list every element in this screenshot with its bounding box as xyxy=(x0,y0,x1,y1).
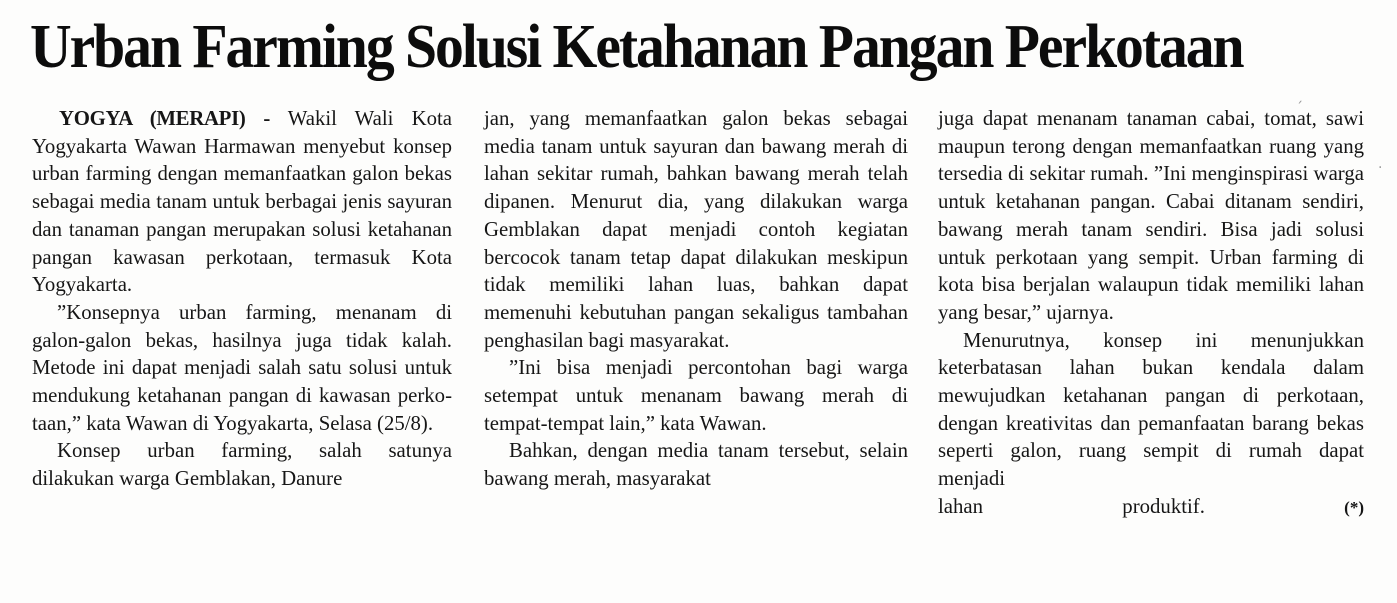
article-column-3 xyxy=(938,105,1364,522)
closing-line xyxy=(938,493,1364,522)
paragraph-text: Wakil Wali Kota Yogyakarta Wawan Harmawan menyebut konsep urban farming dengan memanfaatkan galon bekas sebagai media tanam untuk berbagai jenis sayuran dan tanaman pangan merupakan solusi ketahanan pangan kawasan perkotaan, termasuk Kota Yogyakarta. xyxy=(32,107,452,297)
headline: Urban Farming Solusi Ketahanan Pangan Perkotaan xyxy=(30,13,1243,81)
end-mark: (*) xyxy=(1344,497,1364,517)
paragraph: ”Ini bisa menjadi percontohan bagi warga setempat untuk menanam bawang merah di tempat-tempat lain,” kata Wawan. xyxy=(484,356,908,435)
paragraph: ”Konsepnya urban farming, menanam di galon-galon bekas, hasilnya juga tidak kalah. Metode ini dapat menjadi salah satu solusi untuk mendukung ketahanan pangan di kawasan perkotaan,” kata Wawan di Yogyakarta, Selasa (25/8). xyxy=(32,300,452,435)
article-column-2 xyxy=(484,105,908,493)
paragraph: juga dapat menanam tanaman cabai, tomat, sawi maupun terong dengan memanfaatkan ruang yang tersedia di sekitar rumah. ”Ini menginspirasi warga untuk ketahanan pangan. Cabai ditanam sendiri, bawang merah tanam sendiri. Bisa jadi solusi untuk perkotaan yang sempit. Urban farming di kota bisa berjalan walaupun tidak memiliki lahan yang besar,” ujarnya. xyxy=(938,107,1364,324)
article-column-1 xyxy=(32,105,452,493)
paragraph: jan, yang memanfaatkan galon bekas sebagai media tanam untuk sayuran dan bawang merah di lahan sekitar rumah, bahkan bawang merah telah dipanen. Menurut dia, yang dilakukan warga Gemblakan dapat menjadi contoh kegiatan bercocok tanam tetap dapat dilakukan meskipun tidak memiliki lahan luas, bahkan dapat memenuhi kebutuhan pangan sekaligus tambahan penghasilan bagi masyarakat. xyxy=(484,107,908,352)
closing-text: lahan produktif. xyxy=(938,494,1205,518)
scan-smudge-icon: ˏ xyxy=(1296,88,1303,104)
dateline: YOGYA (MERAPI) - xyxy=(59,107,270,130)
paragraph: Konsep urban farming, salah satunya dilakukan warga Gemblakan, Danure xyxy=(32,439,452,491)
paragraph xyxy=(32,105,452,299)
scan-smudge-icon: · xyxy=(1378,160,1383,176)
paragraph: Menurutnya, konsep ini menunjukkan keterbatasan lahan bukan kendala dalam mewujudkan ketahanan pangan di perkotaan, dengan kreativitas dan pemanfaatan barang bekas seperti galon, ruang sempit di rumah dapat menjadi xyxy=(938,328,1364,491)
paragraph: Bahkan, dengan media tanam tersebut, selain bawang merah, masyarakat xyxy=(484,439,908,491)
